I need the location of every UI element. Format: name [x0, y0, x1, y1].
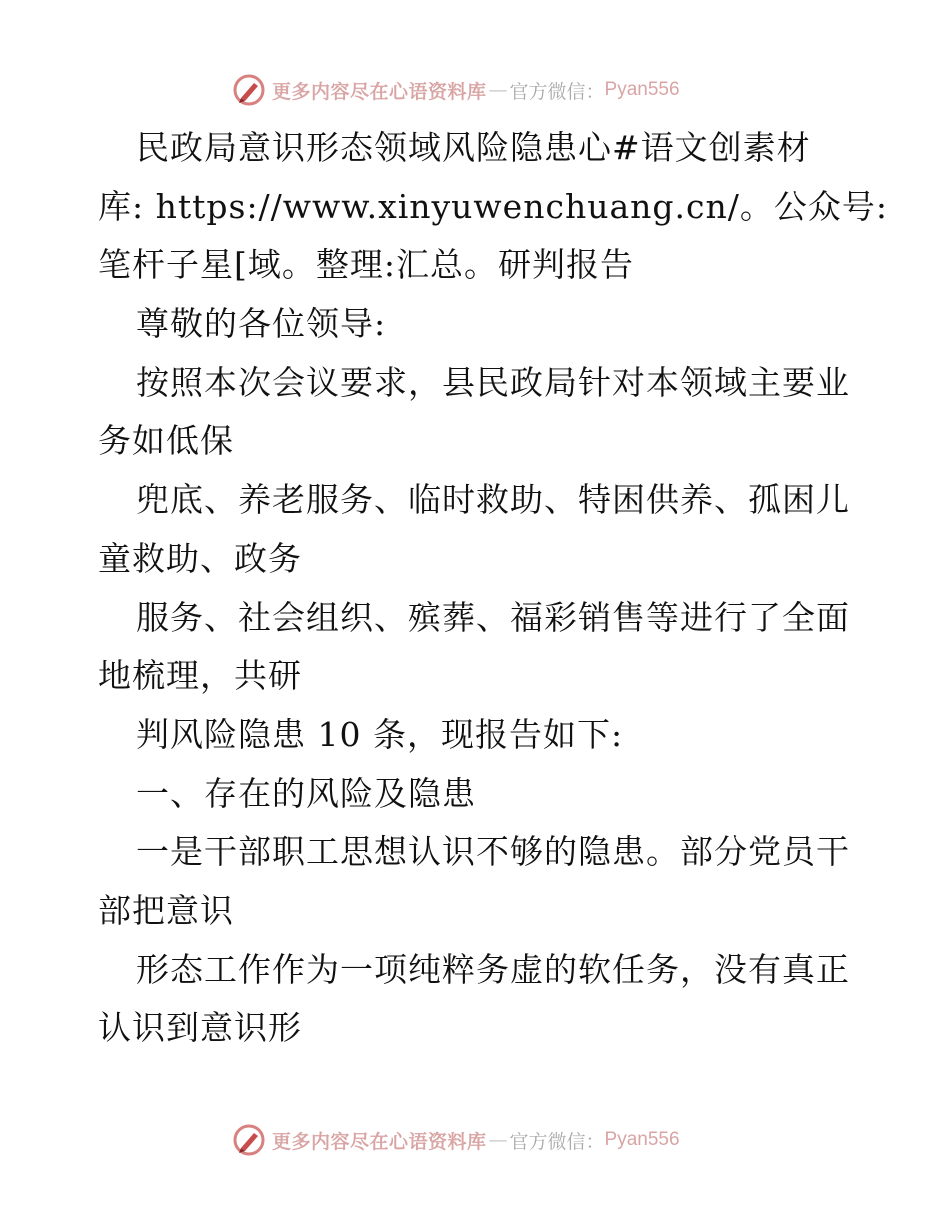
watermark-slogan: 更多内容尽在心语资料库	[272, 1130, 487, 1153]
paragraph-line: 一是干部职工思想认识不够的隐患。部分党员干	[136, 832, 850, 872]
watermark-label: 官方微信：	[509, 80, 605, 103]
paragraph-line: 认识到意识形	[98, 1008, 302, 1048]
watermark-dash: —	[488, 79, 508, 101]
paragraph-line: 服务、社会组织、殡葬、福彩销售等进行了全面	[136, 597, 850, 637]
footer-watermark	[232, 1123, 680, 1157]
pen-logo-icon	[232, 1123, 266, 1157]
paragraph-line: 务如低保	[98, 421, 234, 461]
paragraph-line: 童救助、政务	[98, 538, 302, 578]
header-watermark	[232, 73, 680, 107]
paragraph-line: 笔杆子星[域。整理:汇总。研判报告	[98, 245, 634, 285]
salutation-line: 尊敬的各位领导:	[136, 304, 387, 344]
watermark-handle: Pyan556	[604, 79, 680, 100]
watermark-slogan: 更多内容尽在心语资料库	[272, 80, 487, 103]
watermark-label: 官方微信：	[509, 1130, 605, 1153]
pen-logo-icon	[232, 73, 266, 107]
paragraph-line: 兜底、养老服务、临时救助、特困供养、孤困儿	[136, 480, 850, 520]
watermark-handle: Pyan556	[604, 1129, 680, 1150]
paragraph-line: 判风险隐患 10 条，现报告如下:	[136, 714, 624, 754]
section-heading: 一、存在的风险及隐患	[136, 773, 476, 813]
paragraph-line: 库: https://www.xinyuwenchuang.cn/。公众号:	[98, 186, 888, 226]
paragraph-line: 形态工作作为一项纯粹务虚的软任务，没有真正	[136, 949, 850, 989]
paragraph-line: 部把意识	[98, 890, 234, 930]
watermark-dash: —	[488, 1129, 508, 1151]
paragraph-line: 按照本次会议要求，县民政局针对本领域主要业	[136, 362, 850, 402]
paragraph-line: 民政局意识形态领域风险隐患心#语文创素材	[136, 128, 811, 167]
document-body	[98, 119, 888, 1058]
paragraph-line: 地梳理，共研	[98, 656, 302, 696]
